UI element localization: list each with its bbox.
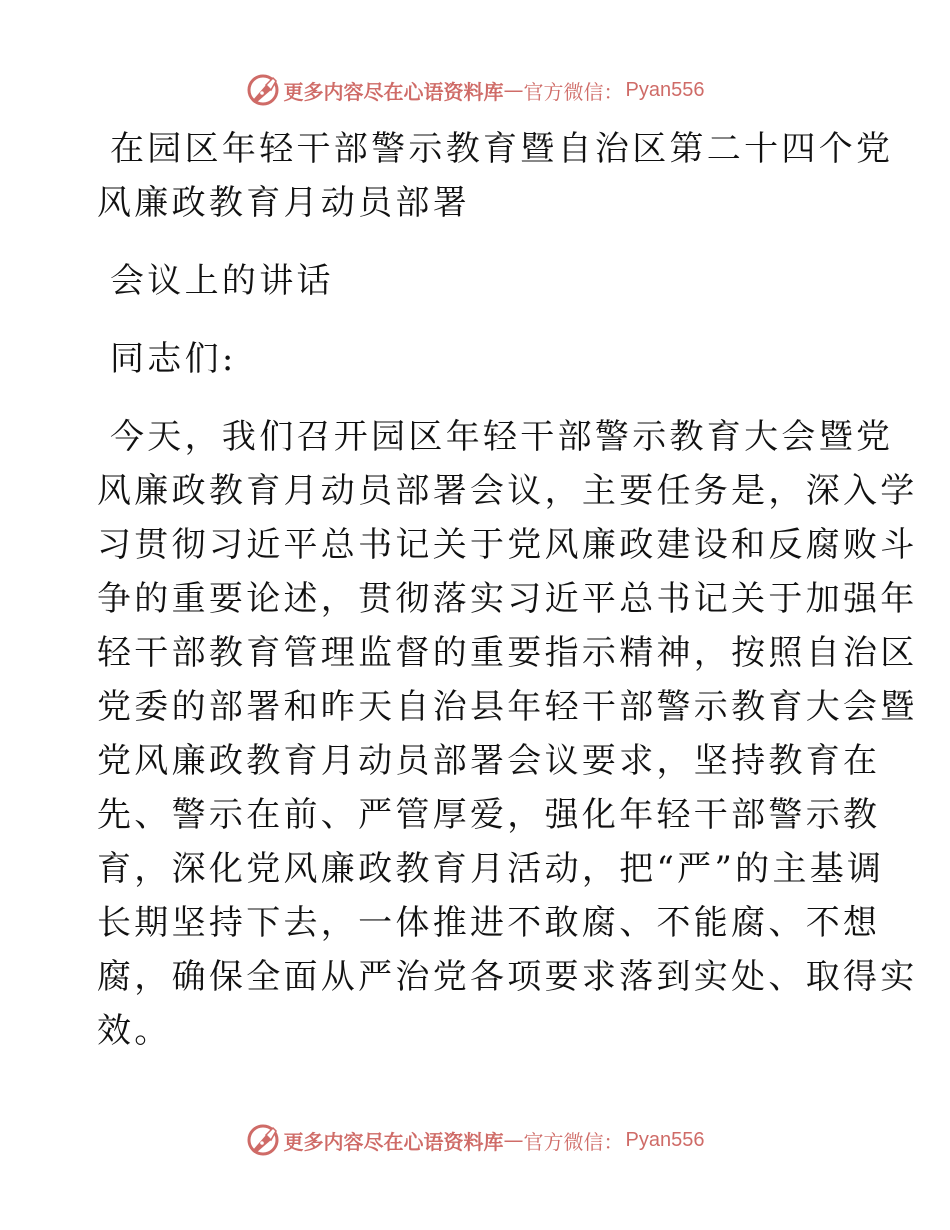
body-line: 效。 xyxy=(97,1011,172,1051)
footer-watermark xyxy=(0,1120,950,1160)
body-line: 习贯彻习近平总书记关于党风廉政建设和反腐败斗 xyxy=(97,525,918,565)
watermark-account: Pyan556 xyxy=(625,1128,705,1151)
watermark-site-text: 更多内容尽在心语资料库 xyxy=(283,1129,504,1154)
document-subtitle: 会议上的讲话 xyxy=(110,261,334,301)
pen-nib-circle-logo-icon xyxy=(246,1123,280,1157)
watermark-wechat-label: 官方微信： xyxy=(523,79,624,104)
header-watermark xyxy=(0,70,950,110)
body-line: 腐，确保全面从严治党各项要求落到实处、取得实 xyxy=(97,957,918,997)
document-body xyxy=(97,122,918,1058)
body-line: 党委的部署和昨天自治县年轻干部警示教育大会暨 xyxy=(97,687,918,727)
body-line: 轻干部教育管理监督的重要指示精神，按照自治区 xyxy=(97,633,918,673)
watermark-wechat-label: 官方微信： xyxy=(523,1129,624,1154)
watermark-separator: — xyxy=(503,78,524,102)
body-line: 争的重要论述，贯彻落实习近平总书记关于加强年 xyxy=(97,579,918,619)
body-line: 长期坚持下去，一体推进不敢腐、不能腐、不想 xyxy=(97,903,881,943)
document-title-line: 在园区年轻干部警示教育暨自治区第二十四个党 xyxy=(110,129,894,169)
body-line: 先、警示在前、严管厚爱，强化年轻干部警示教 xyxy=(97,795,881,835)
body-line: 党风廉政教育月动员部署会议要求，坚持教育在 xyxy=(97,741,881,781)
watermark-site-text: 更多内容尽在心语资料库 xyxy=(283,79,504,104)
watermark-account: Pyan556 xyxy=(625,78,705,101)
watermark-text xyxy=(284,76,705,105)
body-line: 育，深化党风廉政教育月活动，把“严”的主基调 xyxy=(97,849,885,889)
document-title-line: 风廉政教育月动员部署 xyxy=(97,183,470,223)
body-line: 风廉政教育月动员部署会议，主要任务是，深入学 xyxy=(97,471,918,511)
watermark-separator: — xyxy=(503,1128,524,1152)
document-salutation: 同志们: xyxy=(110,339,237,379)
watermark-text xyxy=(284,1126,705,1155)
body-line: 今天，我们召开园区年轻干部警示教育大会暨党 xyxy=(110,417,894,457)
pen-nib-circle-logo-icon xyxy=(246,73,280,107)
